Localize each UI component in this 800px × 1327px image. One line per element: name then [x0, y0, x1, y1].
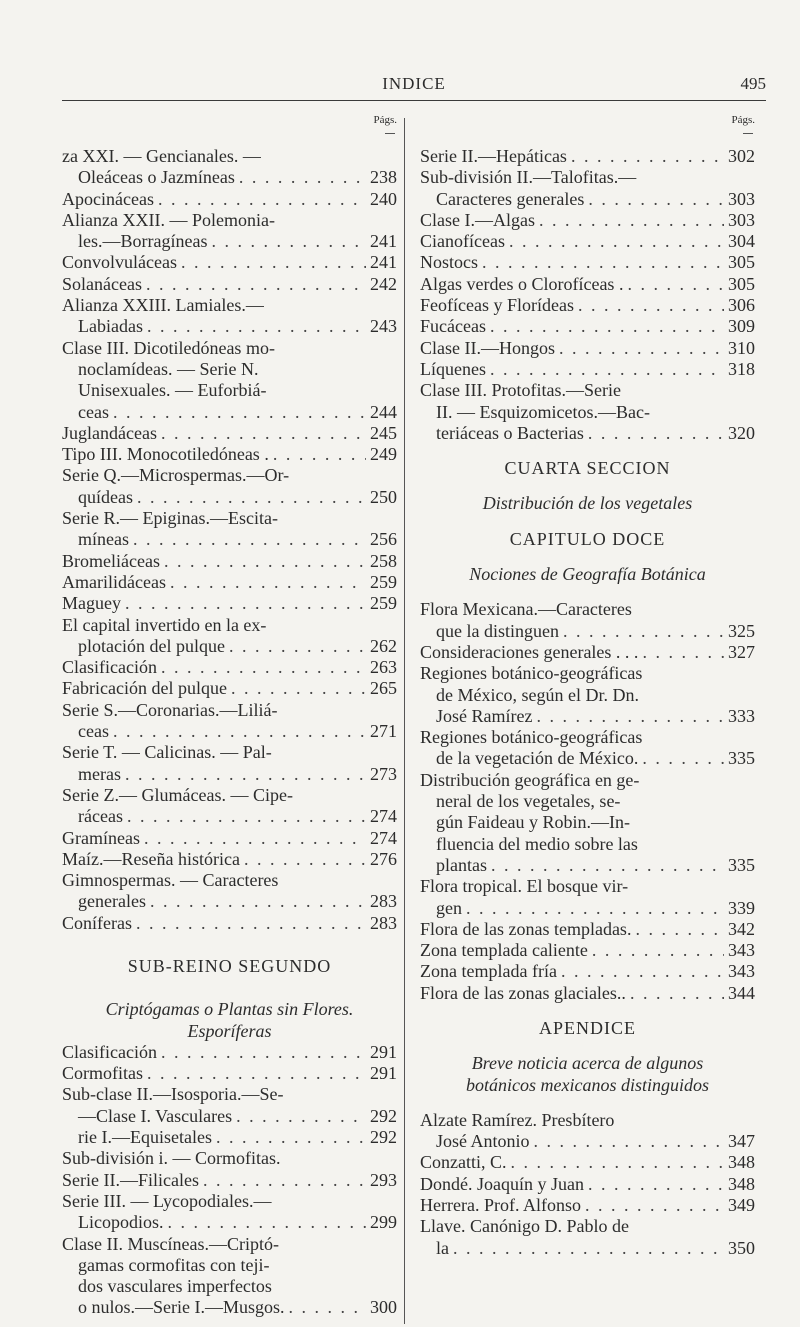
- index-entry: [62, 252, 397, 273]
- section-heading: SUB-REINO SEGUNDO: [127, 955, 332, 976]
- index-entry: El capital invertido en la ex-: [62, 614, 267, 635]
- entry-text: Herrera. Prof. Alfonso: [420, 1195, 581, 1216]
- index-entry: [62, 764, 397, 785]
- entry-text: Zona templada fría: [420, 961, 557, 982]
- entry-text: Maíz.—Reseña histórica: [62, 848, 240, 869]
- pages-label: Págs.: [731, 114, 755, 126]
- dot-leader: [588, 189, 724, 210]
- index-entry: [420, 898, 755, 919]
- entry-text: ceas: [78, 721, 109, 742]
- entry-page-number: 347: [728, 1131, 755, 1152]
- entry-page-number: 293: [370, 1169, 397, 1190]
- right-column: [420, 112, 755, 1259]
- left-column: [62, 112, 397, 1319]
- entry-text: Apocináceas: [62, 188, 154, 209]
- index-entry: [62, 593, 397, 614]
- index-entry: Clase II. Muscíneas.—Criptó-: [62, 1233, 279, 1254]
- dot-leader: [642, 748, 724, 769]
- dot-leader: [147, 1063, 366, 1084]
- index-entry: [62, 1297, 397, 1318]
- index-entry: fluencia del medio sobre las: [436, 833, 638, 854]
- dot-leader: [229, 636, 366, 657]
- entry-text: Fucáceas: [420, 316, 486, 337]
- entry-page-number: 335: [728, 748, 755, 769]
- index-entry: [62, 721, 397, 742]
- index-entry: [62, 849, 397, 870]
- index-entry: [62, 891, 397, 912]
- index-entry: [62, 444, 397, 465]
- index-entry: [62, 189, 397, 210]
- entry-text: Fabricación del pulque: [62, 678, 227, 699]
- index-entry: [420, 252, 755, 273]
- section-subtitle: Esporíferas: [187, 1020, 272, 1041]
- index-entry: [62, 657, 397, 678]
- entry-text: Tipo III. Monocotiledóneas .: [62, 444, 269, 465]
- entry-page-number: 348: [728, 1152, 755, 1173]
- entry-text: Labiadas: [78, 316, 143, 337]
- entry-page-number: 243: [370, 316, 397, 337]
- entry-page-number: 325: [728, 620, 755, 641]
- index-entry: Sub-división II.—Talofitas.—: [420, 167, 637, 188]
- dot-leader: [627, 274, 724, 295]
- entry-page-number: 242: [370, 273, 397, 294]
- dot-leader: [571, 146, 724, 167]
- entry-page-number: 305: [728, 252, 755, 273]
- index-entry: [62, 1106, 397, 1127]
- entry-text: Flora de las zonas templadas.: [420, 918, 632, 939]
- entry-page-number: 304: [728, 231, 755, 252]
- entry-page-number: 263: [370, 657, 397, 678]
- index-entry: [420, 316, 755, 337]
- dot-leader: [164, 551, 366, 572]
- entry-page-number: 283: [370, 891, 397, 912]
- entry-page-number: 241: [370, 231, 397, 252]
- index-entry: Llave. Canónigo D. Pablo de: [420, 1216, 629, 1237]
- index-entry: Alzate Ramírez. Presbítero: [420, 1109, 615, 1130]
- dot-leader: [170, 572, 366, 593]
- index-entry: II. — Esquizomicetos.—Bac-: [436, 401, 650, 422]
- entry-page-number: 343: [728, 961, 755, 982]
- index-entry: [420, 295, 755, 316]
- chapter-subtitle: Nociones de Geografía Botánica: [469, 564, 706, 585]
- chapter-heading: CAPITULO DOCE: [509, 528, 666, 549]
- entry-text: Clasificación: [62, 1041, 157, 1062]
- index-entry: Serie T. — Calicinas. — Pal-: [62, 742, 272, 763]
- index-entry: [420, 642, 755, 663]
- entry-text: Consideraciones generales . . .: [420, 641, 639, 662]
- entry-page-number: 256: [370, 529, 397, 550]
- index-entry: [62, 913, 397, 934]
- appendix-subtitle: Breve noticia acerca de algunos: [471, 1053, 704, 1074]
- entry-page-number: 342: [728, 918, 755, 939]
- index-entry: dos vasculares imperfectos: [78, 1276, 272, 1297]
- entry-text: Clase I.—Algas: [420, 209, 535, 230]
- index-entry: [420, 210, 755, 231]
- entry-text: ceas: [78, 401, 109, 422]
- index-entry: [420, 1174, 755, 1195]
- dot-leader: [561, 961, 724, 982]
- dot-leader: [244, 849, 366, 870]
- index-entry: [420, 706, 755, 727]
- dot-leader: [113, 402, 366, 423]
- index-entry: Gimnospermas. — Caracteres: [62, 870, 279, 891]
- index-entry: Regiones botánico-geográficas: [420, 663, 643, 684]
- dot-leader: [239, 167, 366, 188]
- index-entry: Clase III. Dicotiledóneas mo-: [62, 337, 275, 358]
- entry-text: Coníferas: [62, 912, 132, 933]
- entry-page-number: 250: [370, 486, 397, 507]
- index-entry: [420, 1238, 755, 1259]
- entry-page-number: 306: [728, 295, 755, 316]
- index-entry: [62, 1170, 397, 1191]
- index-entry: [420, 919, 755, 940]
- entry-text: Gramíneas: [62, 827, 140, 848]
- dot-leader: [289, 1297, 367, 1318]
- dot-leader: [630, 983, 724, 1004]
- dot-leader: [158, 189, 366, 210]
- entry-page-number: 274: [370, 806, 397, 827]
- dot-leader: [211, 231, 366, 252]
- index-entry: Serie III. — Lycopodiales.—: [62, 1190, 272, 1211]
- entry-text: Oleáceas o Jazmíneas: [78, 167, 235, 188]
- index-entry: Flora Mexicana.—Caracteres: [420, 599, 632, 620]
- dot-leader: [236, 1106, 366, 1127]
- index-entry: Sub-división i. — Cormofitas.: [62, 1148, 281, 1169]
- index-entry: [420, 146, 755, 167]
- section-heading: CUARTA SECCION: [504, 458, 671, 479]
- dot-leader: [491, 855, 724, 876]
- entry-text: José Ramírez: [436, 705, 533, 726]
- index-entry: gún Faideau y Robin.—In-: [436, 812, 630, 833]
- entry-text: Flora de las zonas glaciales..: [420, 982, 626, 1003]
- entry-page-number: 299: [370, 1212, 397, 1233]
- entry-page-number: 238: [370, 167, 397, 188]
- index-entry: [420, 1195, 755, 1216]
- entry-text: Clase II.—Hongos: [420, 337, 555, 358]
- index-entry: [420, 748, 755, 769]
- entry-page-number: 259: [370, 571, 397, 592]
- entry-page-number: 320: [728, 422, 755, 443]
- right-index-block-1: [420, 146, 755, 444]
- index-entry: [420, 940, 755, 961]
- dot-leader: [539, 210, 724, 231]
- dot-leader: [509, 231, 724, 252]
- index-entry: [62, 529, 397, 550]
- entry-text: Caracteres generales: [436, 188, 585, 209]
- index-entry: [420, 423, 755, 444]
- entry-page-number: 305: [728, 273, 755, 294]
- dot-leader: [146, 274, 366, 295]
- entry-text: Algas verdes o Clorofíceas .: [420, 273, 624, 294]
- index-entry: [420, 231, 755, 252]
- column-divider: [404, 118, 405, 1324]
- dot-leader: [635, 919, 724, 940]
- pages-label: Págs.: [373, 114, 397, 126]
- entry-page-number: 276: [370, 848, 397, 869]
- dot-leader: [216, 1127, 366, 1148]
- index-entry: za XXI. — Gencianales. —: [62, 146, 261, 166]
- entry-text: Maguey: [62, 593, 121, 614]
- index-entry: neral de los vegetales, se-: [436, 791, 621, 812]
- entry-page-number: 350: [728, 1237, 755, 1258]
- pages-dash: [62, 128, 397, 146]
- dot-leader: [161, 657, 366, 678]
- index-entry: Serie R.— Epiginas.—Escita-: [62, 508, 278, 529]
- entry-text: generales: [78, 891, 146, 912]
- entry-text: quídeas: [78, 486, 133, 507]
- index-entry: [62, 231, 397, 252]
- entry-page-number: 241: [370, 252, 397, 273]
- entry-page-number: 333: [728, 705, 755, 726]
- index-entry: gamas cormofitas con teji-: [78, 1254, 270, 1275]
- index-entry: [62, 806, 397, 827]
- entry-page-number: 271: [370, 721, 397, 742]
- index-entry: [62, 167, 397, 188]
- dot-leader: [563, 621, 724, 642]
- entry-page-number: 318: [728, 358, 755, 379]
- dot-leader: [559, 338, 724, 359]
- entry-text: Bromeliáceas: [62, 550, 160, 571]
- index-entry: [62, 572, 397, 593]
- entry-text: Zona templada caliente: [420, 940, 588, 961]
- index-entry: [62, 274, 397, 295]
- section-subtitle: Distribución de los vegetales: [482, 493, 693, 514]
- index-entry: [62, 423, 397, 444]
- index-entry: [62, 828, 397, 849]
- entry-page-number: 339: [728, 897, 755, 918]
- entry-page-number: 262: [370, 635, 397, 656]
- entry-page-number: 244: [370, 401, 397, 422]
- dot-leader: [161, 423, 366, 444]
- entry-page-number: 273: [370, 763, 397, 784]
- entry-text: teriáceas o Bacterias: [436, 422, 584, 443]
- index-entry: [62, 487, 397, 508]
- dot-leader: [125, 593, 366, 614]
- dot-leader: [534, 1131, 724, 1152]
- entry-text: o nulos.—Serie I.—Musgos.: [78, 1297, 285, 1318]
- index-entry: [62, 1063, 397, 1084]
- index-entry: Alianza XXII. — Polemonia-: [62, 209, 275, 230]
- index-entry: [62, 1212, 397, 1233]
- entry-text: rie I.—Equisetales: [78, 1127, 212, 1148]
- entry-text: Convolvuláceas: [62, 252, 177, 273]
- entry-text: Solanáceas: [62, 273, 142, 294]
- index-entry: de México, según el Dr. Dn.: [436, 684, 639, 705]
- index-entry: Sub-clase II.—Isosporia.—Se-: [62, 1084, 284, 1105]
- entry-text: Amarilidáceas: [62, 571, 166, 592]
- index-entry: [62, 551, 397, 572]
- page-number: 495: [740, 74, 766, 93]
- entry-page-number: 349: [728, 1195, 755, 1216]
- entry-page-number: 300: [370, 1297, 397, 1318]
- entry-text: Feofíceas y Florídeas: [420, 295, 574, 316]
- entry-page-number: 292: [370, 1105, 397, 1126]
- index-entry: [420, 983, 755, 1004]
- entry-text: Serie II.—Hepáticas: [420, 146, 567, 166]
- appendix-subtitle: botánicos mexicanos distinguidos: [466, 1074, 709, 1095]
- entry-text: que la distinguen: [436, 620, 559, 641]
- dot-leader: [511, 1152, 725, 1173]
- entry-text: míneas: [78, 529, 129, 550]
- index-entry: [420, 621, 755, 642]
- entry-text: Cormofitas: [62, 1063, 143, 1084]
- entry-page-number: 249: [370, 444, 397, 465]
- dot-leader: [588, 423, 724, 444]
- page-header: [62, 0, 766, 100]
- appendix-heading: APENDICE: [539, 1017, 636, 1038]
- entry-page-number: 344: [728, 982, 755, 1003]
- entry-text: —Clase I. Vasculares: [78, 1105, 233, 1126]
- entry-page-number: 335: [728, 854, 755, 875]
- index-entry: Distribución geográfica en ge-: [420, 769, 640, 790]
- index-entry: [420, 189, 755, 210]
- index-entry: [62, 1042, 397, 1063]
- entry-page-number: 265: [370, 678, 397, 699]
- entry-text: Conzatti, C.: [420, 1152, 507, 1173]
- dot-leader: [125, 764, 366, 785]
- index-entry: [62, 1127, 397, 1148]
- entry-text: les.—Borragíneas: [78, 231, 208, 252]
- index-entry: Clase III. Protofitas.—Serie: [420, 380, 621, 401]
- index-entry: [420, 855, 755, 876]
- dot-leader: [181, 252, 366, 273]
- index-entry: [62, 678, 397, 699]
- dot-leader: [453, 1238, 724, 1259]
- index-entry: Flora tropical. El bosque vir-: [420, 876, 629, 897]
- entry-text: meras: [78, 763, 121, 784]
- entry-page-number: 274: [370, 827, 397, 848]
- dot-leader: [168, 1212, 367, 1233]
- entry-page-number: 258: [370, 550, 397, 571]
- entry-text: Clasificación: [62, 657, 157, 678]
- index-entry: Regiones botánico-geográficas: [420, 727, 643, 748]
- dot-leader: [273, 444, 366, 465]
- entry-page-number: 291: [370, 1041, 397, 1062]
- index-entry: Unisexuales. — Euforbiá-: [78, 380, 267, 401]
- dot-leader: [161, 1042, 366, 1063]
- index-entry: [420, 274, 755, 295]
- entry-text: Líquenes: [420, 358, 486, 379]
- left-index-block-2: [62, 1042, 397, 1319]
- index-entry: [420, 338, 755, 359]
- header-rule: [62, 100, 766, 101]
- entry-page-number: 303: [728, 209, 755, 230]
- index-entry: [62, 636, 397, 657]
- dot-leader: [588, 1174, 724, 1195]
- entry-page-number: 292: [370, 1127, 397, 1148]
- entry-page-number: 310: [728, 337, 755, 358]
- right-index-block-2: [420, 599, 755, 1004]
- dot-leader: [144, 828, 366, 849]
- index-entry: Serie Z.— Glumáceas. — Cipe-: [62, 784, 293, 805]
- entry-page-number: 302: [728, 146, 755, 166]
- entry-text: gen: [436, 897, 462, 918]
- entry-text: la: [436, 1237, 449, 1258]
- entry-text: Licopodios.: [78, 1212, 164, 1233]
- pages-dash: [420, 128, 755, 146]
- dot-leader: [578, 295, 724, 316]
- entry-page-number: 259: [370, 593, 397, 614]
- entry-text: Cianofíceas: [420, 231, 505, 252]
- index-entry: [420, 1131, 755, 1152]
- entry-page-number: 343: [728, 940, 755, 961]
- entry-text: plantas: [436, 854, 487, 875]
- dot-leader: [203, 1170, 366, 1191]
- index-entry: [62, 316, 397, 337]
- entry-text: Serie II.—Filicales: [62, 1169, 199, 1190]
- dot-leader: [231, 678, 366, 699]
- entry-text: plotación del pulque: [78, 635, 225, 656]
- dot-leader: [136, 913, 366, 934]
- entry-text: ráceas: [78, 806, 123, 827]
- index-entry: [420, 359, 755, 380]
- index-entry: Alianza XXIII. Lamiales.—: [62, 295, 264, 316]
- dot-leader: [150, 891, 366, 912]
- entry-page-number: 309: [728, 316, 755, 337]
- dot-leader: [592, 940, 724, 961]
- entry-page-number: 291: [370, 1063, 397, 1084]
- entry-text: Nostocs: [420, 252, 478, 273]
- dot-leader: [133, 529, 366, 550]
- dot-leader: [113, 721, 366, 742]
- dot-leader: [490, 359, 724, 380]
- entry-text: Dondé. Joaquín y Juan: [420, 1173, 584, 1194]
- index-entry: [420, 1152, 755, 1173]
- dot-leader: [127, 806, 366, 827]
- left-index-block-1: [62, 146, 397, 934]
- entry-text: Juglandáceas: [62, 422, 157, 443]
- index-entry: noclamídeas. — Serie N.: [78, 358, 259, 379]
- index-entry: [62, 402, 397, 423]
- dot-leader: [482, 252, 724, 273]
- entry-page-number: 283: [370, 912, 397, 933]
- dot-leader: [490, 316, 724, 337]
- section-subtitle: Criptógamas o Plantas sin Flores.: [105, 999, 354, 1020]
- entry-page-number: 245: [370, 422, 397, 443]
- entry-page-number: 327: [728, 641, 755, 662]
- dot-leader: [642, 642, 724, 663]
- entry-page-number: 348: [728, 1173, 755, 1194]
- dot-leader: [137, 487, 366, 508]
- dot-leader: [585, 1195, 724, 1216]
- dot-leader: [536, 706, 724, 727]
- entry-page-number: 303: [728, 188, 755, 209]
- index-entry: Serie S.—Coronarias.—Liliá-: [62, 699, 278, 720]
- entry-page-number: 240: [370, 188, 397, 209]
- index-entry: [420, 961, 755, 982]
- index-entry: Serie Q.—Microspermas.—Or-: [62, 465, 290, 486]
- dot-leader: [147, 316, 366, 337]
- right-index-block-3: [420, 1110, 755, 1259]
- entry-text: José Antonio: [436, 1131, 530, 1152]
- dot-leader: [466, 898, 724, 919]
- entry-text: de la vegetación de México.: [436, 748, 639, 769]
- page-title: INDICE: [382, 74, 446, 93]
